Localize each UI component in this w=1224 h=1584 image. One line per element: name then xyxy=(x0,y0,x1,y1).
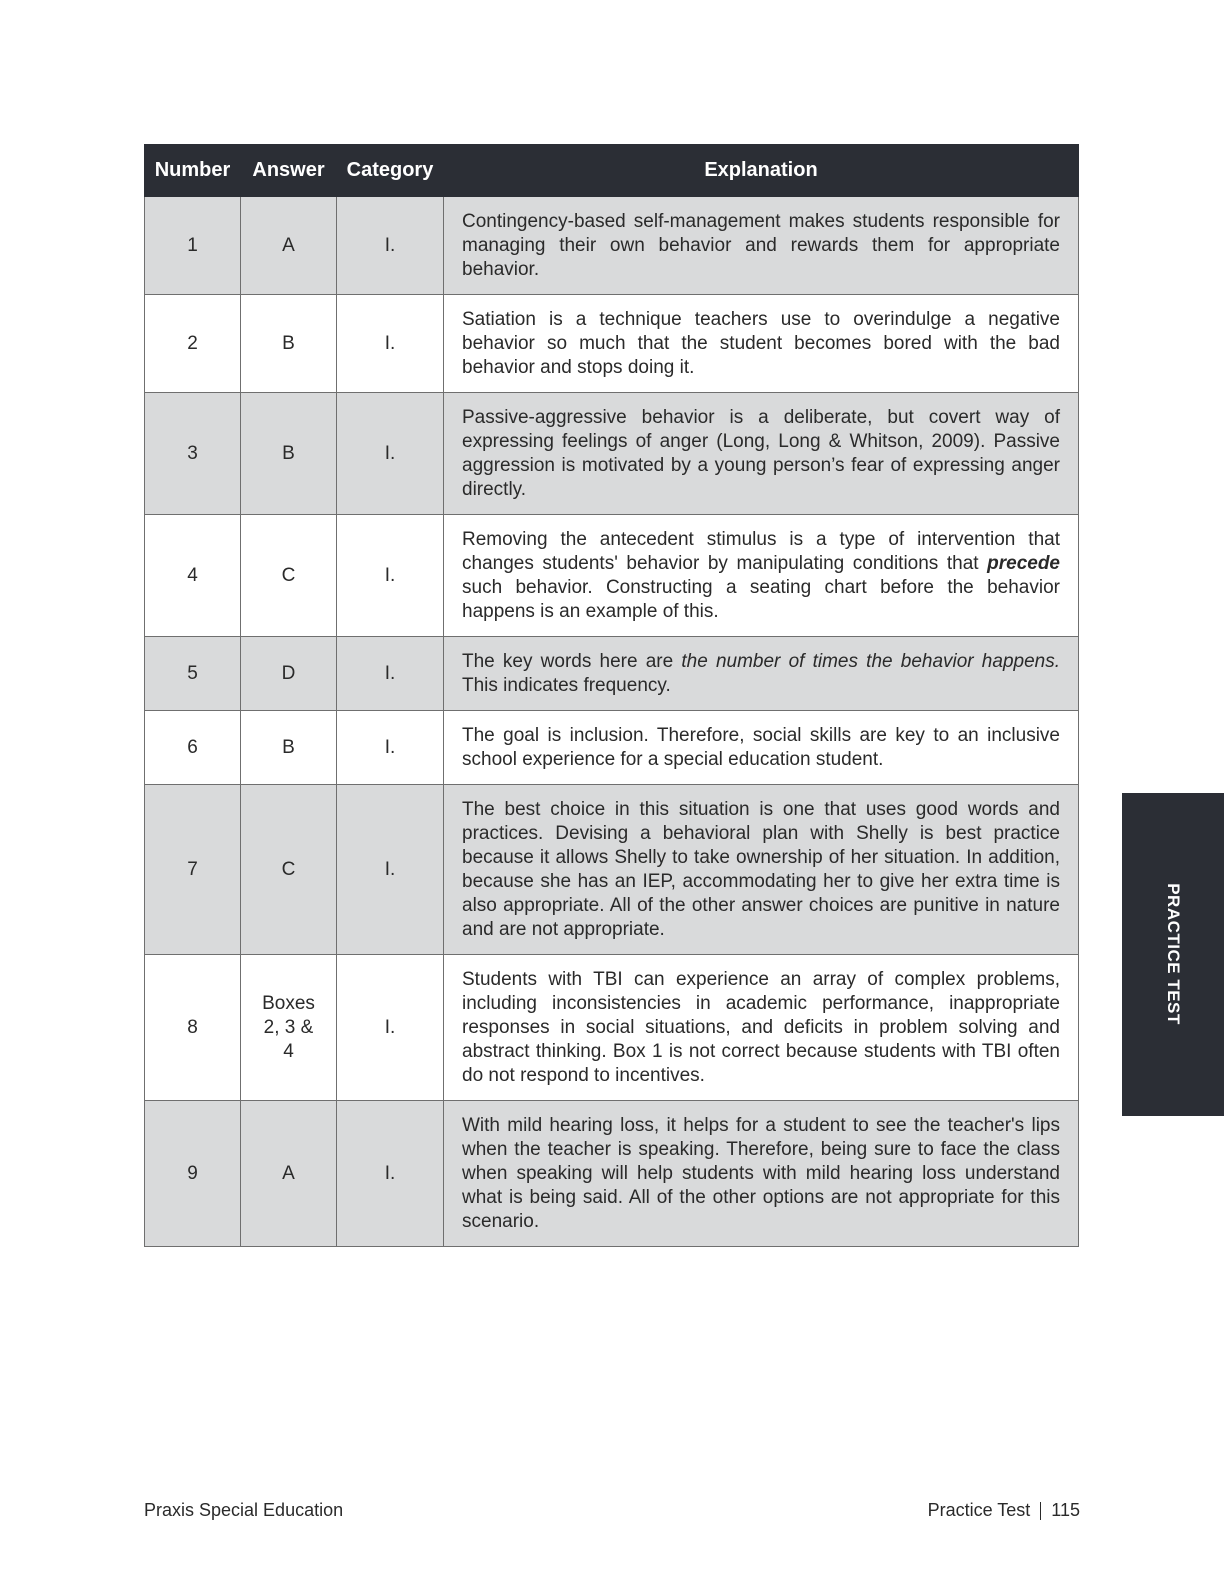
header-number: Number xyxy=(145,145,241,197)
explanation-text: Passive-aggressive behavior is a deliberate, but covert way of expressing feelings of anger (Long, Long & Whitson, 2009). Passive aggression is motivated by a young person’s fear of expressing anger directly. xyxy=(462,407,1060,500)
explanation-text: The goal is inclusion. Therefore, social skills are key to an inclusive school experience for a special education student. xyxy=(462,725,1060,770)
table-row xyxy=(145,295,1079,393)
row-number: 2 xyxy=(145,295,241,393)
table-row xyxy=(145,955,1079,1101)
row-number: 9 xyxy=(145,1101,241,1247)
table-row xyxy=(145,393,1079,515)
row-explanation xyxy=(444,1101,1079,1247)
explanation-text: such behavior. Constructing a seating chart before the behavior happens is an example of this. xyxy=(462,577,1060,622)
row-category: I. xyxy=(337,515,444,637)
explanation-text: The best choice in this situation is one that uses good words and practices. Devising a behavioral plan with Shelly is best practice because it allows Shelly to take ownership of her situation. In addition, because she has an IEP, accommodating her to give her extra time is also appropriate. All of the other answer choices are punitive in nature and are not appropriate. xyxy=(462,799,1060,940)
footer-book-title: Praxis Special Education xyxy=(144,1500,344,1520)
header-explanation: Explanation xyxy=(444,145,1079,197)
row-category: I. xyxy=(337,711,444,785)
row-number: 5 xyxy=(145,637,241,711)
table-row xyxy=(145,1101,1079,1247)
row-explanation xyxy=(444,295,1079,393)
row-category: I. xyxy=(337,955,444,1101)
row-explanation xyxy=(444,785,1079,955)
row-answer: D xyxy=(241,637,337,711)
table-row xyxy=(145,711,1079,785)
row-answer: B xyxy=(241,393,337,515)
table-body xyxy=(145,197,1079,1247)
row-answer: A xyxy=(241,1101,337,1247)
explanation-text: the number of times the behavior happens. xyxy=(681,651,1060,672)
row-explanation xyxy=(444,637,1079,711)
row-answer: B xyxy=(241,711,337,785)
table-header-row xyxy=(145,145,1079,197)
explanation-text: precede xyxy=(987,553,1060,574)
row-category: I. xyxy=(337,1101,444,1247)
row-answer: A xyxy=(241,197,337,295)
explanation-text: Contingency-based self-management makes students responsible for managing their own behavior and rewards them for appropriate behavior. xyxy=(462,211,1060,280)
row-number: 7 xyxy=(145,785,241,955)
row-category: I. xyxy=(337,637,444,711)
answer-key-table xyxy=(144,144,1079,1247)
table-row xyxy=(145,197,1079,295)
row-explanation xyxy=(444,393,1079,515)
footer-page-number: 115 xyxy=(1051,1500,1080,1520)
row-number: 8 xyxy=(145,955,241,1101)
footer-divider xyxy=(1040,1502,1041,1520)
footer-page-info xyxy=(928,1500,1080,1521)
row-number: 4 xyxy=(145,515,241,637)
row-explanation xyxy=(444,955,1079,1101)
explanation-text: The key words here are xyxy=(462,651,682,672)
explanation-text: This indicates frequency. xyxy=(462,675,671,696)
row-number: 1 xyxy=(145,197,241,295)
row-category: I. xyxy=(337,295,444,393)
row-answer: Boxes 2, 3 & 4 xyxy=(241,955,337,1101)
explanation-text: With mild hearing loss, it helps for a student to see the teacher's lips when the teacher is speaking. Therefore, being sure to face the class when speaking will help students with mild hearing loss understand what is being said. All of the other options are not appropriate for this scenario. xyxy=(462,1115,1060,1232)
footer-section: Practice Test xyxy=(927,1500,1031,1520)
row-category: I. xyxy=(337,197,444,295)
row-category: I. xyxy=(337,393,444,515)
row-explanation xyxy=(444,197,1079,295)
table-row xyxy=(145,785,1079,955)
table-row xyxy=(145,515,1079,637)
row-answer: B xyxy=(241,295,337,393)
row-number: 6 xyxy=(145,711,241,785)
explanation-text: Students with TBI can experience an array of complex problems, including inconsistencies in academic performance, inappropriate responses in social situations, and deficits in problem solving and abstract thinking. Box 1 is not correct because students with TBI often do not respond to incentives. xyxy=(462,969,1060,1086)
row-answer: C xyxy=(241,785,337,955)
row-number: 3 xyxy=(145,393,241,515)
side-tab-label: PRACTICE TEST xyxy=(1164,883,1183,1025)
header-answer: Answer xyxy=(241,145,337,197)
side-tab xyxy=(1122,793,1224,1116)
table-row xyxy=(145,637,1079,711)
explanation-text: Satiation is a technique teachers use to overindulge a negative behavior so much that the student becomes bored with the bad behavior and stops doing it. xyxy=(462,309,1060,378)
row-category: I. xyxy=(337,785,444,955)
row-answer: C xyxy=(241,515,337,637)
explanation-text: Removing the antecedent stimulus is a type of intervention that changes students' behavior by manipulating conditions that xyxy=(462,529,1060,574)
header-category: Category xyxy=(337,145,444,197)
row-explanation xyxy=(444,515,1079,637)
row-explanation xyxy=(444,711,1079,785)
